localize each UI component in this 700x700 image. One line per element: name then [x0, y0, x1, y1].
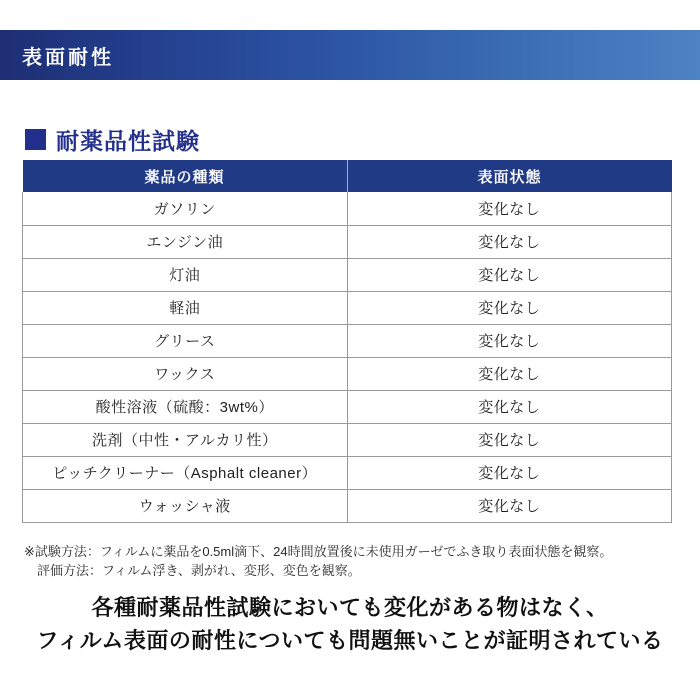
table-row — [23, 423, 672, 456]
table-row — [23, 357, 672, 390]
table-row — [23, 456, 672, 489]
page-title: 表面耐性 — [22, 46, 114, 69]
chemical-cell: 灯油 — [23, 258, 348, 291]
chemical-cell: グリース — [23, 324, 348, 357]
conclusion-line-1: 各種耐薬品性試験においても変化がある物はなく、 — [91, 595, 609, 620]
column-header-surface-state: 表面状態 — [347, 160, 672, 192]
status-cell: 変化なし — [347, 291, 672, 324]
chemical-resistance-table — [22, 160, 672, 523]
table-row — [23, 324, 672, 357]
table-row — [23, 291, 672, 324]
table-row — [23, 390, 672, 423]
status-cell: 変化なし — [347, 489, 672, 522]
status-cell: 変化なし — [347, 390, 672, 423]
table-row — [23, 258, 672, 291]
footnote-evaluation-method: 評価方法：フィルム浮き、剥がれ、変形、変色を観察。 — [37, 563, 361, 578]
status-cell: 変化なし — [347, 192, 672, 225]
page-header-banner — [0, 30, 700, 80]
chemical-cell: 洗剤（中性・アルカリ性） — [23, 423, 348, 456]
section-heading-label: 耐薬品性試験 — [56, 128, 200, 154]
footnote-test-method: ※試験方法：フィルムに薬品を0.5ml滴下、24時間放置後に未使用ガーゼでふき取り表面状態を観察。 — [24, 544, 613, 559]
section-heading — [25, 123, 200, 156]
footnotes — [24, 542, 674, 580]
section-bullet-icon — [25, 129, 46, 150]
chemical-cell: ワックス — [23, 357, 348, 390]
chemical-cell: エンジン油 — [23, 225, 348, 258]
status-cell: 変化なし — [347, 357, 672, 390]
table-row — [23, 225, 672, 258]
chemical-cell: ガソリン — [23, 192, 348, 225]
chemical-cell: ウォッシャ液 — [23, 489, 348, 522]
chemical-cell: 酸性溶液（硫酸：3wt%） — [23, 390, 348, 423]
status-cell: 変化なし — [347, 258, 672, 291]
status-cell: 変化なし — [347, 225, 672, 258]
table-row — [23, 489, 672, 522]
chemical-cell: 軽油 — [23, 291, 348, 324]
status-cell: 変化なし — [347, 423, 672, 456]
chemical-cell: ピッチクリーナー（Asphalt cleaner） — [23, 456, 348, 489]
conclusion-text — [0, 591, 700, 657]
table-header-row — [23, 160, 672, 192]
table-row — [23, 192, 672, 225]
conclusion-line-2: フィルム表面の耐性についても問題無いことが証明されている — [36, 628, 664, 653]
status-cell: 変化なし — [347, 456, 672, 489]
column-header-chemical: 薬品の種類 — [23, 160, 348, 192]
status-cell: 変化なし — [347, 324, 672, 357]
